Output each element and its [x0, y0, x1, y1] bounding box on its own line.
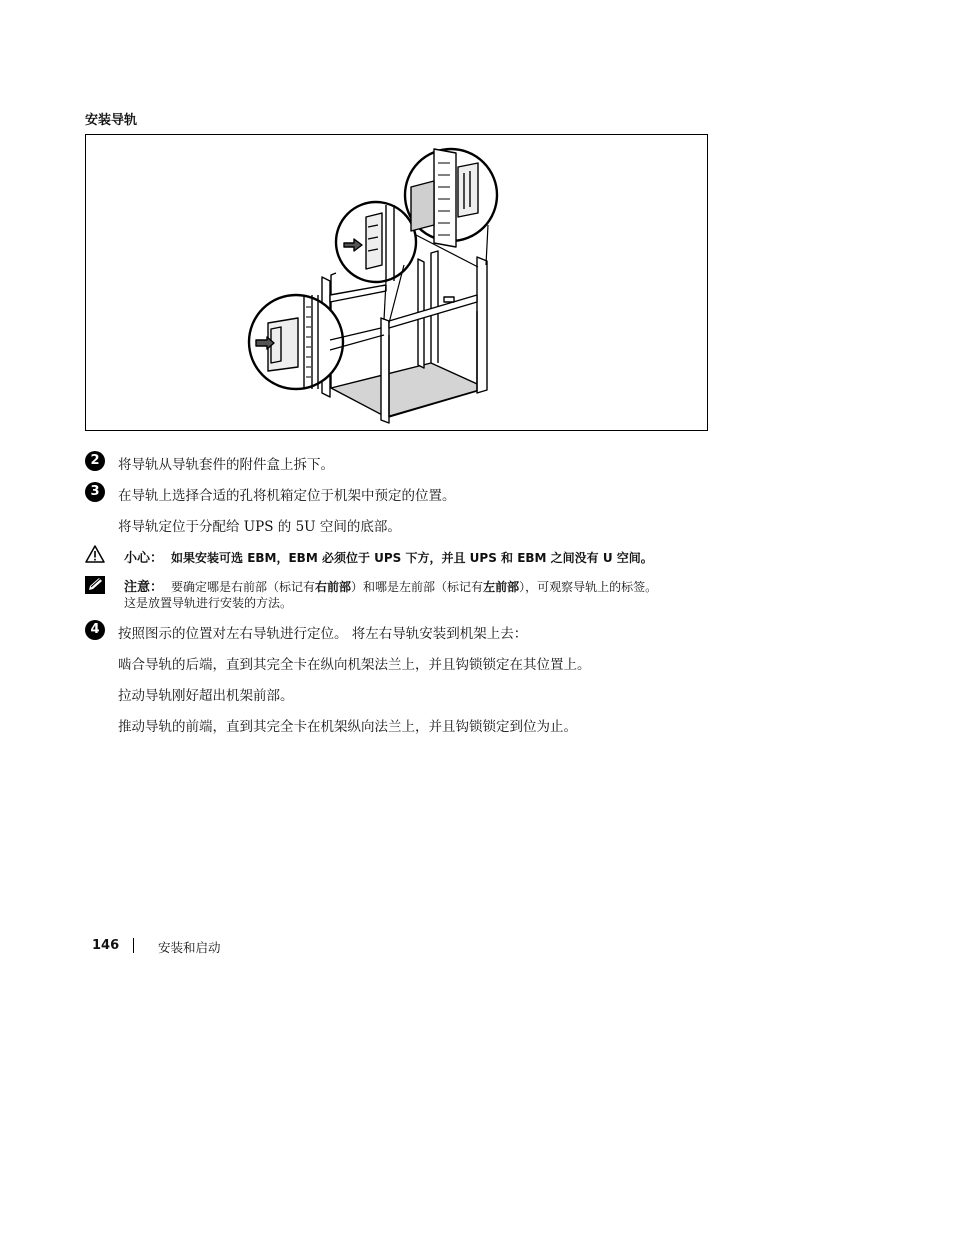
note-text-c: ）和哪是左前部（标记有	[351, 580, 484, 594]
figure-title: 安装导轨	[85, 113, 138, 128]
step-2-number: 2	[85, 451, 105, 471]
note-label-right-front: 右前部	[315, 580, 352, 594]
note-line-1	[124, 576, 657, 595]
step-3-number: 3	[85, 482, 105, 502]
caution-text: 如果安装可选 EBM，EBM 必须位于 UPS 下方，并且 UPS 和 EBM 之间没有 U 空间。	[171, 551, 653, 565]
step-4-sub-1: 啮合导轨的后端，直到其完全卡在纵向机架法兰上，并且钩锁锁定在其位置上。	[118, 657, 591, 673]
step-4-number: 4	[85, 620, 105, 640]
note-label: 注意：	[124, 580, 164, 595]
footer-section-title: 安装和启动	[158, 940, 221, 955]
note-pencil-icon	[85, 576, 105, 594]
rack-rail-illustration	[86, 135, 707, 430]
note-text-e: ），可观察导轨上的标签。	[519, 580, 658, 594]
step-3-sub-1: 将导轨定位于分配给 UPS 的 5U 空间的底部。	[118, 519, 401, 535]
caution-line	[124, 547, 653, 566]
note-label-left-front: 左前部	[483, 580, 520, 594]
step-4-sub-3: 推动导轨的前端，直到其完全卡在机架纵向法兰上，并且钩锁锁定到位为止。	[118, 719, 577, 735]
step-4-sub-2: 拉动导轨刚好超出机架前部。	[118, 688, 294, 704]
rail-installation-figure	[85, 134, 708, 431]
caution-label: 小心：	[124, 551, 164, 566]
step-2-text: 将导轨从导轨套件的附件盒上拆下。	[118, 457, 334, 473]
step-4-text: 按照图示的位置对左右导轨进行定位。 将左右导轨安装到机架上去：	[118, 626, 528, 642]
note-text-a: 要确定哪是右前部（标记有	[171, 580, 316, 594]
step-3-text: 在导轨上选择合适的孔将机箱定位于机架中预定的位置。	[118, 488, 456, 504]
caution-icon	[85, 545, 105, 563]
note-line-2: 这是放置导轨进行安装的方法。	[124, 596, 293, 610]
footer-divider	[133, 938, 134, 953]
page-number: 146	[92, 938, 120, 953]
